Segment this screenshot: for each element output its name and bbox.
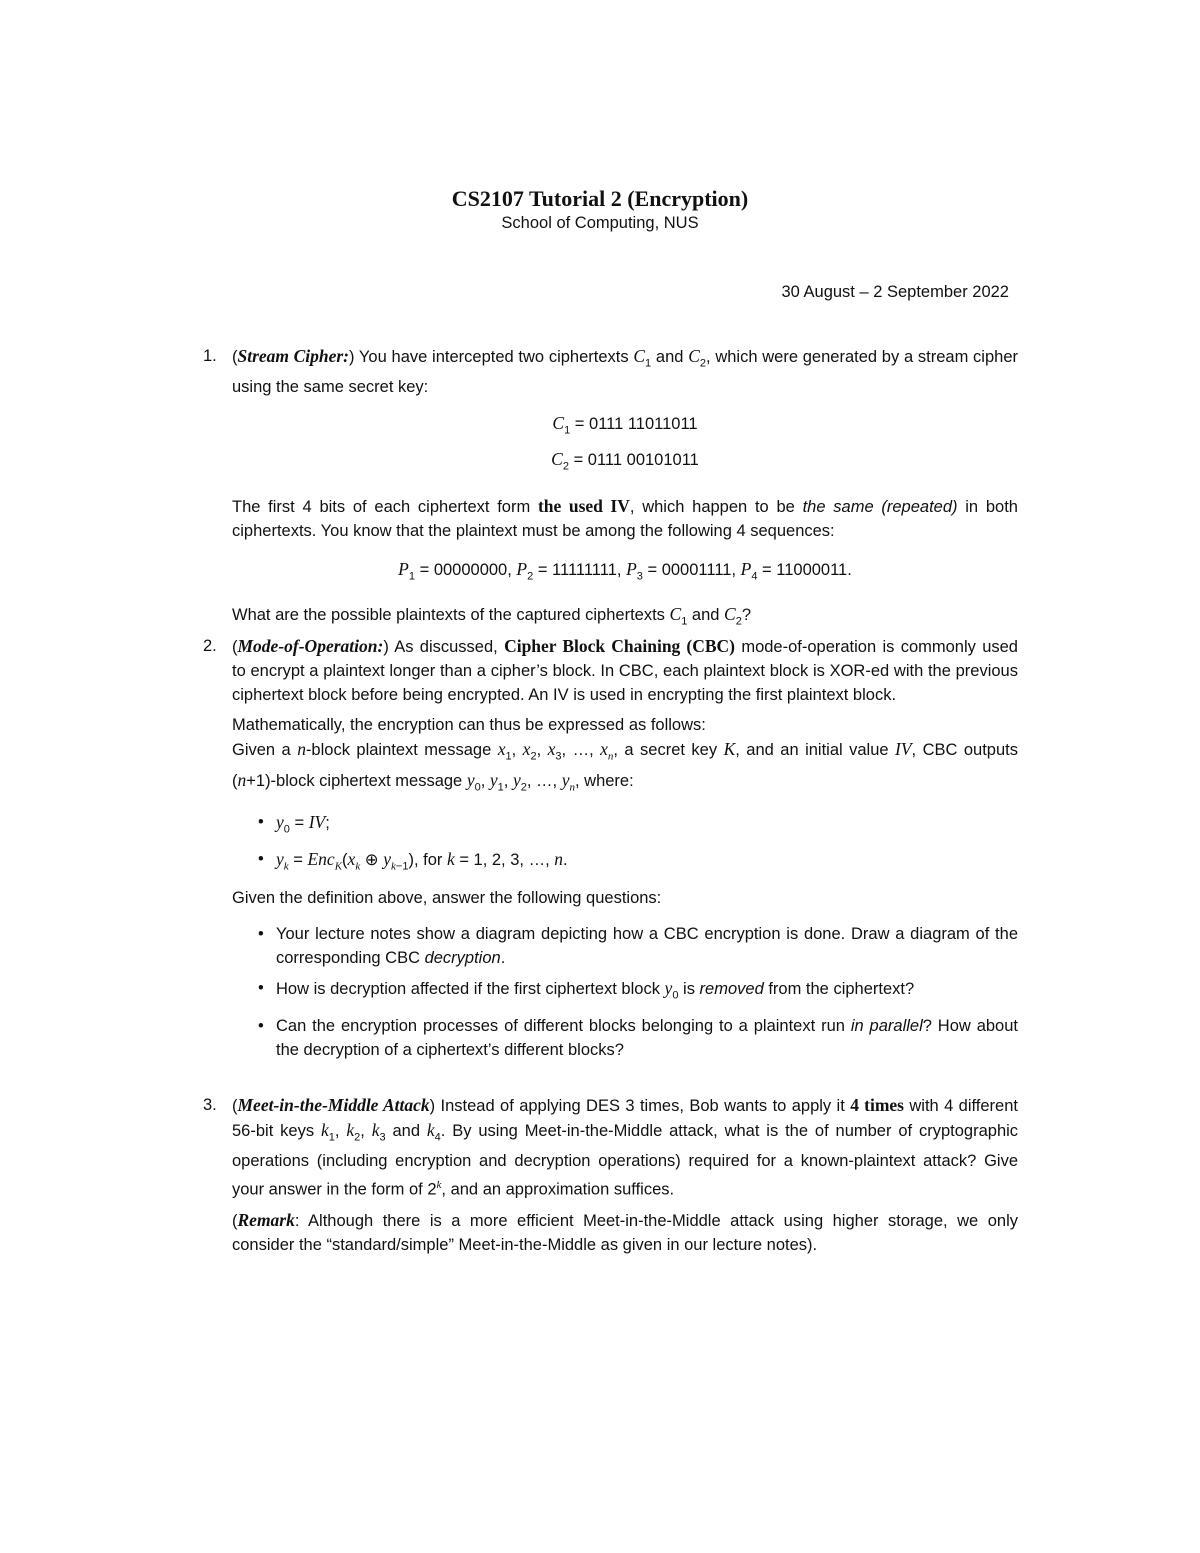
q2-given-a: Given a (232, 741, 298, 759)
plaintext-candidates: $P_1 = 00000000$, $P_2 = 11111111$, $P_3 = 00001111$, $P_4 = 11000011$. (398, 558, 852, 583)
q2-b3-text-a: Can the encryption processes of different blocks belonging to a plaintext run (276, 1016, 851, 1035)
q2-intro: (Mode-of-Operation:) As discussed, Cipher Block Chaining (CBC) mode-of-operation is commonly used to encrypt a plaintext longer than a cipher’s block. In CBC, each plaintext block is XOR-ed with the previous ciphertext block before being encrypted. An IV is used in encrypting the first plaintext block. (232, 636, 1018, 704)
q2-b2-text-c: from the ciphertext? (763, 980, 915, 999)
q3-intro-text-d: , and an approximation suffices. (441, 1180, 675, 1199)
q1-iv-text-b: , which happen to be (629, 497, 803, 516)
q2-b1-text: Your lecture notes show a diagram depicting how a CBC encryption is done. Draw a diagram of the corresponding CBC (276, 925, 1018, 968)
question-3 (203, 1093, 1018, 1257)
p1-value: 00000000 (433, 560, 508, 579)
q2-given-e: , CBC outputs ( (232, 741, 1018, 791)
q2-bullet2-tail: , for (413, 850, 447, 869)
tutorial-date: 30 August – 2 September 2022 (781, 283, 1009, 301)
q2-given-b: -block plaintext message (305, 741, 498, 759)
q3-intro-text-c: . By using Meet-in-the-Middle attack, what is the of number of cryptographic operations (including encryption and decryption operations) required for a known-plaintext attack? Give your answer in the form of 2 (232, 1122, 1019, 1199)
page-subtitle: School of Computing, NUS (501, 214, 699, 232)
q2-intro-bold: Cipher Block Chaining (CBC) (504, 636, 736, 656)
question-number: 2. (203, 637, 217, 655)
q1-iv-text-a: The first 4 bits of each ciphertext form (232, 497, 538, 516)
q1-intro-text-a: ) You have intercepted two ciphertexts (349, 348, 634, 366)
question-number: 1. (203, 347, 217, 365)
q3-intro-text-a: ) Instead of applying DES 3 times, Bob wants to apply it (429, 1097, 851, 1115)
math-c2: C (688, 346, 700, 366)
q2-subquestions (232, 922, 1018, 1061)
q2-intro-text-b: mode-of-operation is commonly used to encrypt a plaintext longer than a cipher’s block. In CBC, each plaintext block is XOR-ed with the previous ciphertext block before being encrypted. An IV is used in encrypting the first plaintext block. (232, 638, 1018, 704)
q3-intro-text-b: with 4 different 56-bit keys (232, 1097, 1018, 1140)
list-item: • Can the encryption processes of different blocks belonging to a plaintext run in parallel? How about the decryption of a ciphertext’s different blocks? (258, 1016, 1018, 1059)
q2-b3-italic: in parallel (850, 1016, 923, 1035)
p4-value: 11000011. (776, 560, 852, 579)
question-body (232, 344, 1018, 633)
q2-given-c: , a secret key (613, 741, 724, 759)
q1-intro: (Stream Cipher:) You have intercepted two ciphertexts $C_1$ and $C_2$, which were generated by a stream cipher using the same secret key: (232, 346, 1018, 397)
c2-equation: $C_2 = 0111$ 00101011 (551, 448, 699, 472)
c2-value: 0111 00101011 (587, 450, 699, 469)
q2-given-d: , and an initial value (735, 741, 896, 759)
q3-intro: (Meet-in-the-Middle Attack) Instead of applying DES 3 times, Bob wants to apply it 4 times with 4 different 56-bit keys $k_1$, $k_2$, $k_3$ and $k_4$. By using Meet-in-the-Middle attack, what is the of number of cryptographic operations (including encryption and decryption operations) required for a known-plaintext attack? Give your answer in the form of 2$^k$, and an approximation suffices. (232, 1095, 1019, 1199)
c1-value: 0111 11011011 (589, 415, 698, 434)
q2-intro-text-a: ) As discussed, (383, 638, 505, 656)
q3-remark: (Remark: Although there is a more efficient Meet-in-the-Middle attack using higher storage, we only consider the “standard/simple” Meet-in-the-Middle as given in our lecture notes). (232, 1209, 1018, 1254)
list-item: • Your lecture notes show a diagram depicting how a CBC encryption is done. Draw a diagram of the corresponding CBC decryption. (258, 925, 1018, 968)
q1-intro-text-b: , which were generated by a stream cipher using the same secret key: (232, 348, 1018, 397)
q1-heading: Stream Cipher: (237, 346, 349, 366)
q1-iv-italic: the same (repeated) (802, 497, 958, 516)
q1-iv-note (232, 494, 1018, 543)
question-body (232, 634, 1018, 1062)
q2-b2-italic: removed (699, 980, 764, 999)
q1-question-text: What are the possible plaintexts of the captured ciphertexts (232, 606, 670, 625)
q1-iv-text-c: in both ciphertexts. You know that the plaintext must be among the following 4 sequences: (232, 497, 1018, 540)
q3-remark-label: Remark (237, 1209, 295, 1230)
q1-question: What are the possible plaintexts of the captured ciphertexts $C_1$ and $C_2$? (232, 604, 752, 628)
q2-b2-text-a: How is decryption affected if the first ciphertext block (276, 980, 665, 999)
q2-b2-text-b: is (678, 980, 700, 999)
q2-defs-intro: Given the definition above, answer the following questions: (232, 889, 662, 908)
question-1 (203, 344, 1018, 633)
q2-given-g: , where: (575, 772, 634, 791)
p3-value: 00001111 (661, 560, 732, 579)
q2-math-intro: Mathematically, the encryption can thus be expressed as follows: (232, 716, 706, 734)
question-body (232, 1093, 1018, 1257)
question-2 (203, 634, 1018, 1070)
cbc-definition-list (232, 810, 1018, 879)
q2-given-f: )-block ciphertext message (265, 772, 467, 791)
q2-b3-text-b: ? How about the decryption of a ciphertext’s different blocks? (276, 1016, 1018, 1059)
q2-heading: Mode-of-Operation: (237, 636, 384, 656)
list-item: • $y_k = Enc_K(x_k$ ⊕ $y_{k-1}$), for k = 1, 2, 3, …, n. (258, 848, 568, 873)
question-number: 3. (203, 1096, 217, 1114)
q3-remark-text: : Although there is a more efficient Meet-in-the-Middle attack using higher storage, we only consider the “standard/simple” Meet-in-the-Middle as given in our lecture notes). (232, 1211, 1018, 1254)
p2-value: 11111111 (552, 560, 617, 579)
q1-ciphertexts (232, 411, 1018, 478)
q2-given: Given a n-block plaintext message $x_1$, $x_2$, $x_3$, …, $x_n$, a secret key K, and an initial value IV, CBC outputs (n+1)-block ciphertext message $y_0$, $y_1$, $y_2$, …, $y_n$, where: (232, 739, 1018, 794)
q3-heading: Meet-in-the-Middle Attack (237, 1095, 430, 1115)
q1-iv-bold: the used IV (537, 495, 630, 516)
list-item: • How is decryption affected if the first ciphertext block $y_0$ is removed from the ciphertext? (258, 978, 915, 1002)
q3-intro-bold: 4 times (850, 1095, 904, 1115)
page-title: CS2107 Tutorial 2 (Encryption) (451, 186, 749, 211)
c1-equation: $C_1 = 0111$ 11011011 (552, 413, 698, 437)
q2-b1-italic: decryption (424, 949, 501, 968)
list-item: • $y_0$ = IV; (258, 811, 330, 835)
math-c1: C (633, 346, 646, 366)
